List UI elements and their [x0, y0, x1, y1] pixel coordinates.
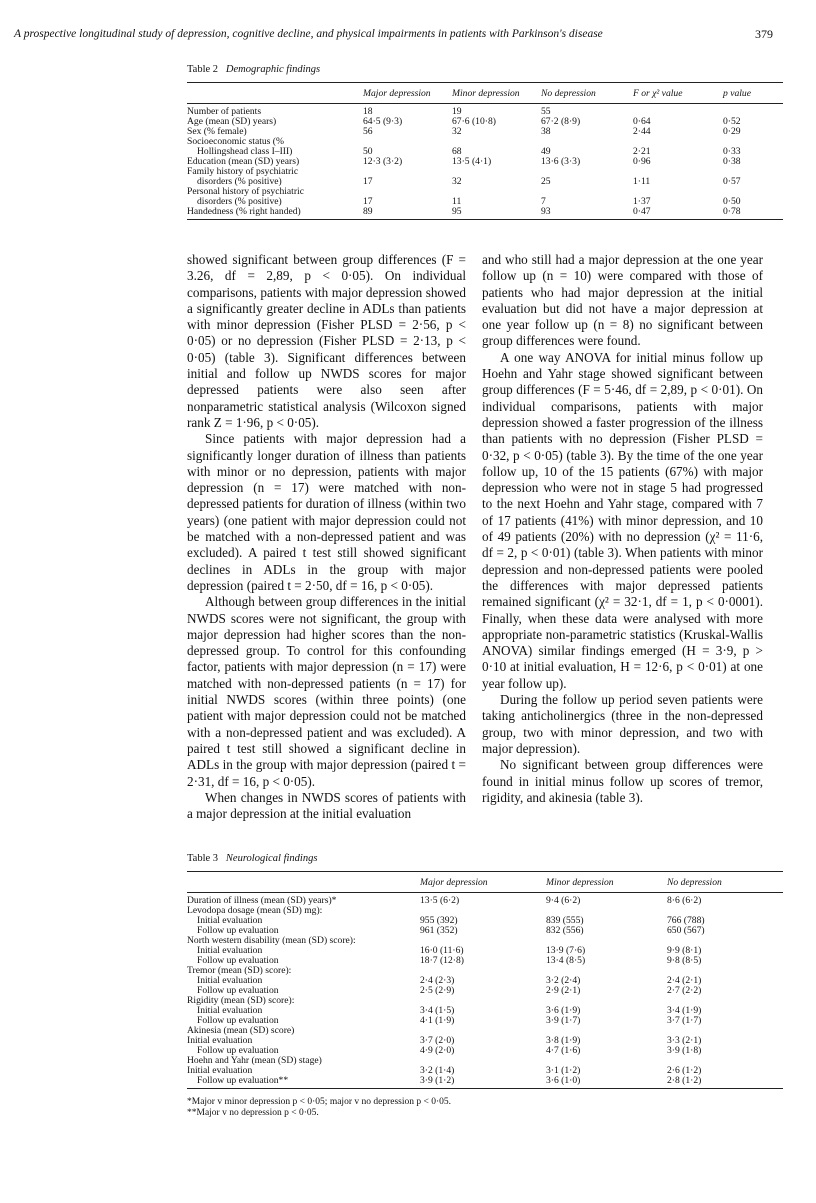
row-label: Hoehn and Yahr (mean (SD) stage): [187, 1055, 322, 1066]
table-cell: 11: [452, 196, 462, 207]
table-cell: 67·6 (10·8): [452, 116, 496, 127]
table-cell: 839 (555): [546, 915, 584, 926]
table-row: [187, 1076, 783, 1089]
paragraph: Although between group differences in the initial NWDS scores were not significant, the group with major depression had higher scores than the non-depressed group. To control for this confounding factor, patients with major depression (n = 17) were matched with non-depressed patients (n = 17) for initial NWDS scores (within three points) (one patient with major depression could not be matched with a non-depressed patient and was excluded). A paired t test still showed a significant decline in ADLs in the group with major depression (paired t = 2·31, df = 16, p < 0·05).: [187, 594, 466, 789]
table-cell: 3·4 (1·5): [420, 1005, 455, 1016]
table-cell: 4·9 (2·0): [420, 1045, 455, 1056]
table3-caption-title: Neurological findings: [225, 853, 318, 864]
table2-header-cell: Major depression: [363, 83, 452, 104]
paragraph: A one way ANOVA for initial minus follow up Hoehn and Yahr stage showed significant between group differences (F = 5·46, df = 2,89, p < 0·01). On individual comparisons, patients with major depression showed a faster progression of the illness than patients with no depression (Fisher PLSD = 0·32, p < 0·05) (table 3). By the time of the one year follow up, 10 of the 15 patients (67%) with major depression who were not in stage 5 had progressed to the next Hoehn and Yahr stage, compared with 7 of 17 patients (41%) with minor depression, and 10 of 49 patients (20%) with no depression (χ² = 11·6, df = 2, p < 0·01) (table 3). When patients with minor depression and non-depressed patients were pooled the differences with major depressed patients remained significant (χ² = 32·1, df = 1, p < 0·0001). Finally, when these data were analysed with more appropriate non-parametric statistics (Kruskal-Wallis ANOVA) similar findings emerged (H = 3·9, p > 0·10 at initial evaluation, H = 12·6, p < 0·01) at one year follow up).: [482, 349, 763, 691]
footnote: **Major v no depression p < 0·05.: [187, 1108, 319, 1118]
table-cell: 0·64: [633, 116, 651, 127]
table-cell: 2·44: [633, 126, 651, 137]
table2-header-cell: No depression: [541, 83, 633, 104]
body-left-column: [187, 252, 466, 822]
table-cell: [452, 187, 541, 197]
row-label: Personal history of psychiatric: [187, 186, 304, 197]
row-label: Age (mean (SD) years): [187, 116, 277, 127]
table-cell: 2·9 (2·1): [546, 985, 581, 996]
table-cell: 2·4 (2·1): [667, 975, 702, 986]
table-cell: 95: [452, 207, 541, 220]
table-cell: 1·11: [633, 176, 651, 187]
footnote: *Major v minor depression p < 0·05; major v no depression p < 0·05.: [187, 1097, 452, 1107]
row-label: Socioeconomic status (%: [187, 136, 284, 147]
table-cell: 3·3 (2·1): [667, 1035, 702, 1046]
row-label: Follow up evaluation: [197, 955, 279, 966]
table3-header-cell: Major depression: [420, 872, 546, 893]
table-cell: 3·9 (1·8): [667, 1045, 702, 1056]
table-cell: 955 (392): [420, 915, 458, 926]
table-cell: 4·7 (1·6): [546, 1045, 581, 1056]
paragraph: During the follow up period seven patients were taking anticholinergics (three in the non-depressed group, two with minor depression, and two with major depression).: [482, 692, 763, 756]
table-cell: 3·7 (2·0): [420, 1035, 455, 1046]
table3-header-cell: Minor depression: [546, 872, 667, 893]
table2-caption-title: Demographic findings: [225, 64, 321, 75]
row-label: Follow up evaluation**: [187, 1076, 420, 1089]
row-label: Levodopa dosage (mean (SD) mg):: [187, 905, 323, 916]
table-cell: 0·33: [723, 146, 741, 157]
row-label: Akinesia (mean (SD) score): [187, 1025, 295, 1036]
row-label: Follow up evaluation: [197, 1015, 279, 1026]
table3-caption-label: Table 3: [187, 853, 219, 864]
table-cell: [363, 137, 452, 147]
row-label: Initial evaluation: [187, 1035, 253, 1046]
table-cell: 13·6 (3·3): [541, 156, 581, 167]
table2-caption-label: Table 2: [187, 64, 219, 75]
row-label: North western disability (mean (SD) score):: [187, 935, 356, 946]
table-cell: 7: [541, 196, 546, 207]
table-cell: [452, 137, 541, 147]
table-cell: 1·37: [633, 196, 651, 207]
table-cell: 89: [363, 207, 452, 220]
row-label: disorders (% positive): [197, 176, 282, 187]
row-label: Follow up evaluation: [197, 1045, 279, 1056]
row-label: Initial evaluation: [197, 945, 263, 956]
table-cell: 56: [363, 126, 373, 137]
table-cell: 3·1 (1·2): [546, 1065, 581, 1076]
table-cell: 0·78: [723, 207, 783, 220]
table-cell: 25: [541, 176, 551, 187]
table-cell: 3·2 (1·4): [420, 1065, 455, 1076]
paragraph: Since patients with major depression had a significantly longer duration of illness than patients with minor or no depression, patients with major depression (n = 17) were matched with non-depressed patients for duration of illness (within two years) (one patient with major depression could not be matched with a non-depressed patient and was excluded). A paired t test still showed significant declines in ADLs in the group with major depression (paired t = 2·50, df = 16, p < 0·05).: [187, 431, 466, 593]
table-cell: [723, 104, 783, 118]
paragraph: showed significant between group differences (F = 3.26, df = 2,89, p < 0·05). On individual comparisons, patients with major depression showed a significantly greater decline in ADLs than patients with minor depression (Fisher PLSD = 2·56, p < 0·05) or no depression (Fisher PLSD = 2·13, p < 0·05) (table 3). Significant differences between initial and follow up NWDS scores for major depressed patients were also seen after nonparametric statistical analysis (Wilcoxon signed rank Z = 1·96, p < 0·05).: [187, 252, 466, 430]
table-cell: 13·9 (7·6): [546, 945, 586, 956]
table-cell: 9·4 (6·2): [546, 895, 581, 906]
row-label: Follow up evaluation: [197, 985, 279, 996]
table-cell: [363, 167, 452, 177]
table-cell: 3·8 (1·9): [546, 1035, 581, 1046]
table-cell: 2·8 (1·2): [667, 1076, 783, 1089]
table-cell: 0·52: [723, 116, 741, 127]
page-number: 379: [755, 27, 773, 41]
table-cell: 17: [363, 196, 373, 207]
table-cell: 3·9 (1·2): [420, 1076, 546, 1089]
table-cell: 0·47: [633, 207, 723, 220]
table-cell: 38: [541, 126, 551, 137]
table-cell: 19: [452, 106, 462, 117]
table-cell: 650 (567): [667, 925, 705, 936]
table-cell: 961 (352): [420, 925, 458, 936]
row-label: Sex (% female): [187, 126, 247, 137]
row-label: disorders (% positive): [197, 196, 282, 207]
table-cell: 0·38: [723, 156, 741, 167]
table-cell: 2·21: [633, 146, 651, 157]
table-cell: 3·9 (1·7): [546, 1015, 581, 1026]
table-cell: 13·5 (4·1): [452, 156, 492, 167]
table-cell: [633, 104, 723, 118]
table-cell: 2·5 (2·9): [420, 985, 455, 996]
table-cell: 2·6 (1·2): [667, 1065, 702, 1076]
row-label: Tremor (mean (SD) score):: [187, 965, 292, 976]
table-cell: 32: [452, 126, 462, 137]
row-label: Initial evaluation: [187, 1065, 253, 1076]
table2-header-cell: F or χ² value: [633, 83, 723, 104]
table-cell: 93: [541, 207, 633, 220]
row-label: Duration of illness (mean (SD) years)*: [187, 895, 337, 906]
row-label: Follow up evaluation: [197, 925, 279, 936]
table3-header-cell: No depression: [667, 872, 783, 893]
table-cell: [541, 187, 633, 197]
table-cell: 18·7 (12·8): [420, 955, 464, 966]
table-cell: 17: [363, 176, 373, 187]
row-label: Family history of psychiatric: [187, 166, 299, 177]
table-cell: 0·96: [633, 156, 651, 167]
table-cell: 3·4 (1·9): [667, 1005, 702, 1016]
table-cell: 16·0 (11·6): [420, 945, 464, 956]
table-cell: 9·8 (8·5): [667, 955, 702, 966]
table2-header-cell: Minor depression: [452, 83, 541, 104]
table-row: [187, 893, 783, 907]
body-right-column: [482, 252, 763, 806]
table-cell: 67·2 (8·9): [541, 116, 581, 127]
table-cell: 8·6 (6·2): [667, 895, 702, 906]
table-cell: 9·9 (8·1): [667, 945, 702, 956]
table-cell: [541, 137, 633, 147]
table-cell: [452, 167, 541, 177]
table-cell: [363, 187, 452, 197]
row-label: Number of patients: [187, 106, 262, 117]
table-cell: 49: [541, 146, 551, 157]
table-cell: 50: [363, 146, 373, 157]
row-label: Hollingshead class I–III): [197, 146, 293, 157]
table2-header-cell: [187, 83, 363, 104]
table-cell: 766 (788): [667, 915, 705, 926]
table-cell: 12·3 (3·2): [363, 156, 403, 167]
table-cell: [541, 167, 633, 177]
table-cell: 68: [452, 146, 462, 157]
row-label: Initial evaluation: [197, 915, 263, 926]
table3: [187, 871, 783, 1089]
row-label: Education (mean (SD) years): [187, 156, 300, 167]
table-cell: 3·2 (2·4): [546, 975, 581, 986]
table2-caption: [187, 64, 320, 75]
table-cell: 32: [452, 176, 462, 187]
table-row: [187, 207, 783, 220]
table-cell: 832 (556): [546, 925, 584, 936]
row-label: Initial evaluation: [197, 975, 263, 986]
table-cell: 3·6 (1·9): [546, 1005, 581, 1016]
table-cell: 13·4 (8·5): [546, 955, 586, 966]
table3-footnotes: [187, 1097, 451, 1119]
table-cell: 3·6 (1·0): [546, 1076, 667, 1089]
table2: [187, 82, 783, 220]
table2-header-cell: p value: [723, 83, 783, 104]
row-label: Handedness (% right handed): [187, 207, 363, 220]
paragraph: No significant between group differences were found in initial minus follow up scores of tremor, rigidity, and akinesia (table 3).: [482, 757, 763, 805]
table-cell: 0·50: [723, 196, 741, 207]
table3-header-cell: [187, 872, 420, 893]
table-cell: 2·7 (2·2): [667, 985, 702, 996]
table3-caption: [187, 853, 317, 864]
table-cell: 2·4 (2·3): [420, 975, 455, 986]
table-row: [187, 104, 783, 118]
table-cell: 4·1 (1·9): [420, 1015, 455, 1026]
table-cell: 3·7 (1·7): [667, 1015, 702, 1026]
table-cell: 55: [541, 106, 551, 117]
table-cell: 64·5 (9·3): [363, 116, 403, 127]
row-label: Initial evaluation: [197, 1005, 263, 1016]
row-label: Rigidity (mean (SD) score):: [187, 995, 295, 1006]
paragraph: and who still had a major depression at the one year follow up (n = 10) were compared with those of patients who had major depression at the initial evaluation but did not have a major depression at one year follow up (n = 8) no significant between group differences were found.: [482, 252, 763, 349]
table-row: [187, 117, 783, 127]
table-cell: 13·5 (6·2): [420, 895, 460, 906]
table-cell: 0·29: [723, 126, 741, 137]
table-cell: 0·57: [723, 176, 741, 187]
table-cell: 18: [363, 106, 373, 117]
paragraph: When changes in NWDS scores of patients with a major depression at the initial evaluation: [187, 789, 466, 822]
running-title: A prospective longitudinal study of depression, cognitive decline, and physical impairments in patients with Parkinson's disease: [14, 28, 603, 40]
